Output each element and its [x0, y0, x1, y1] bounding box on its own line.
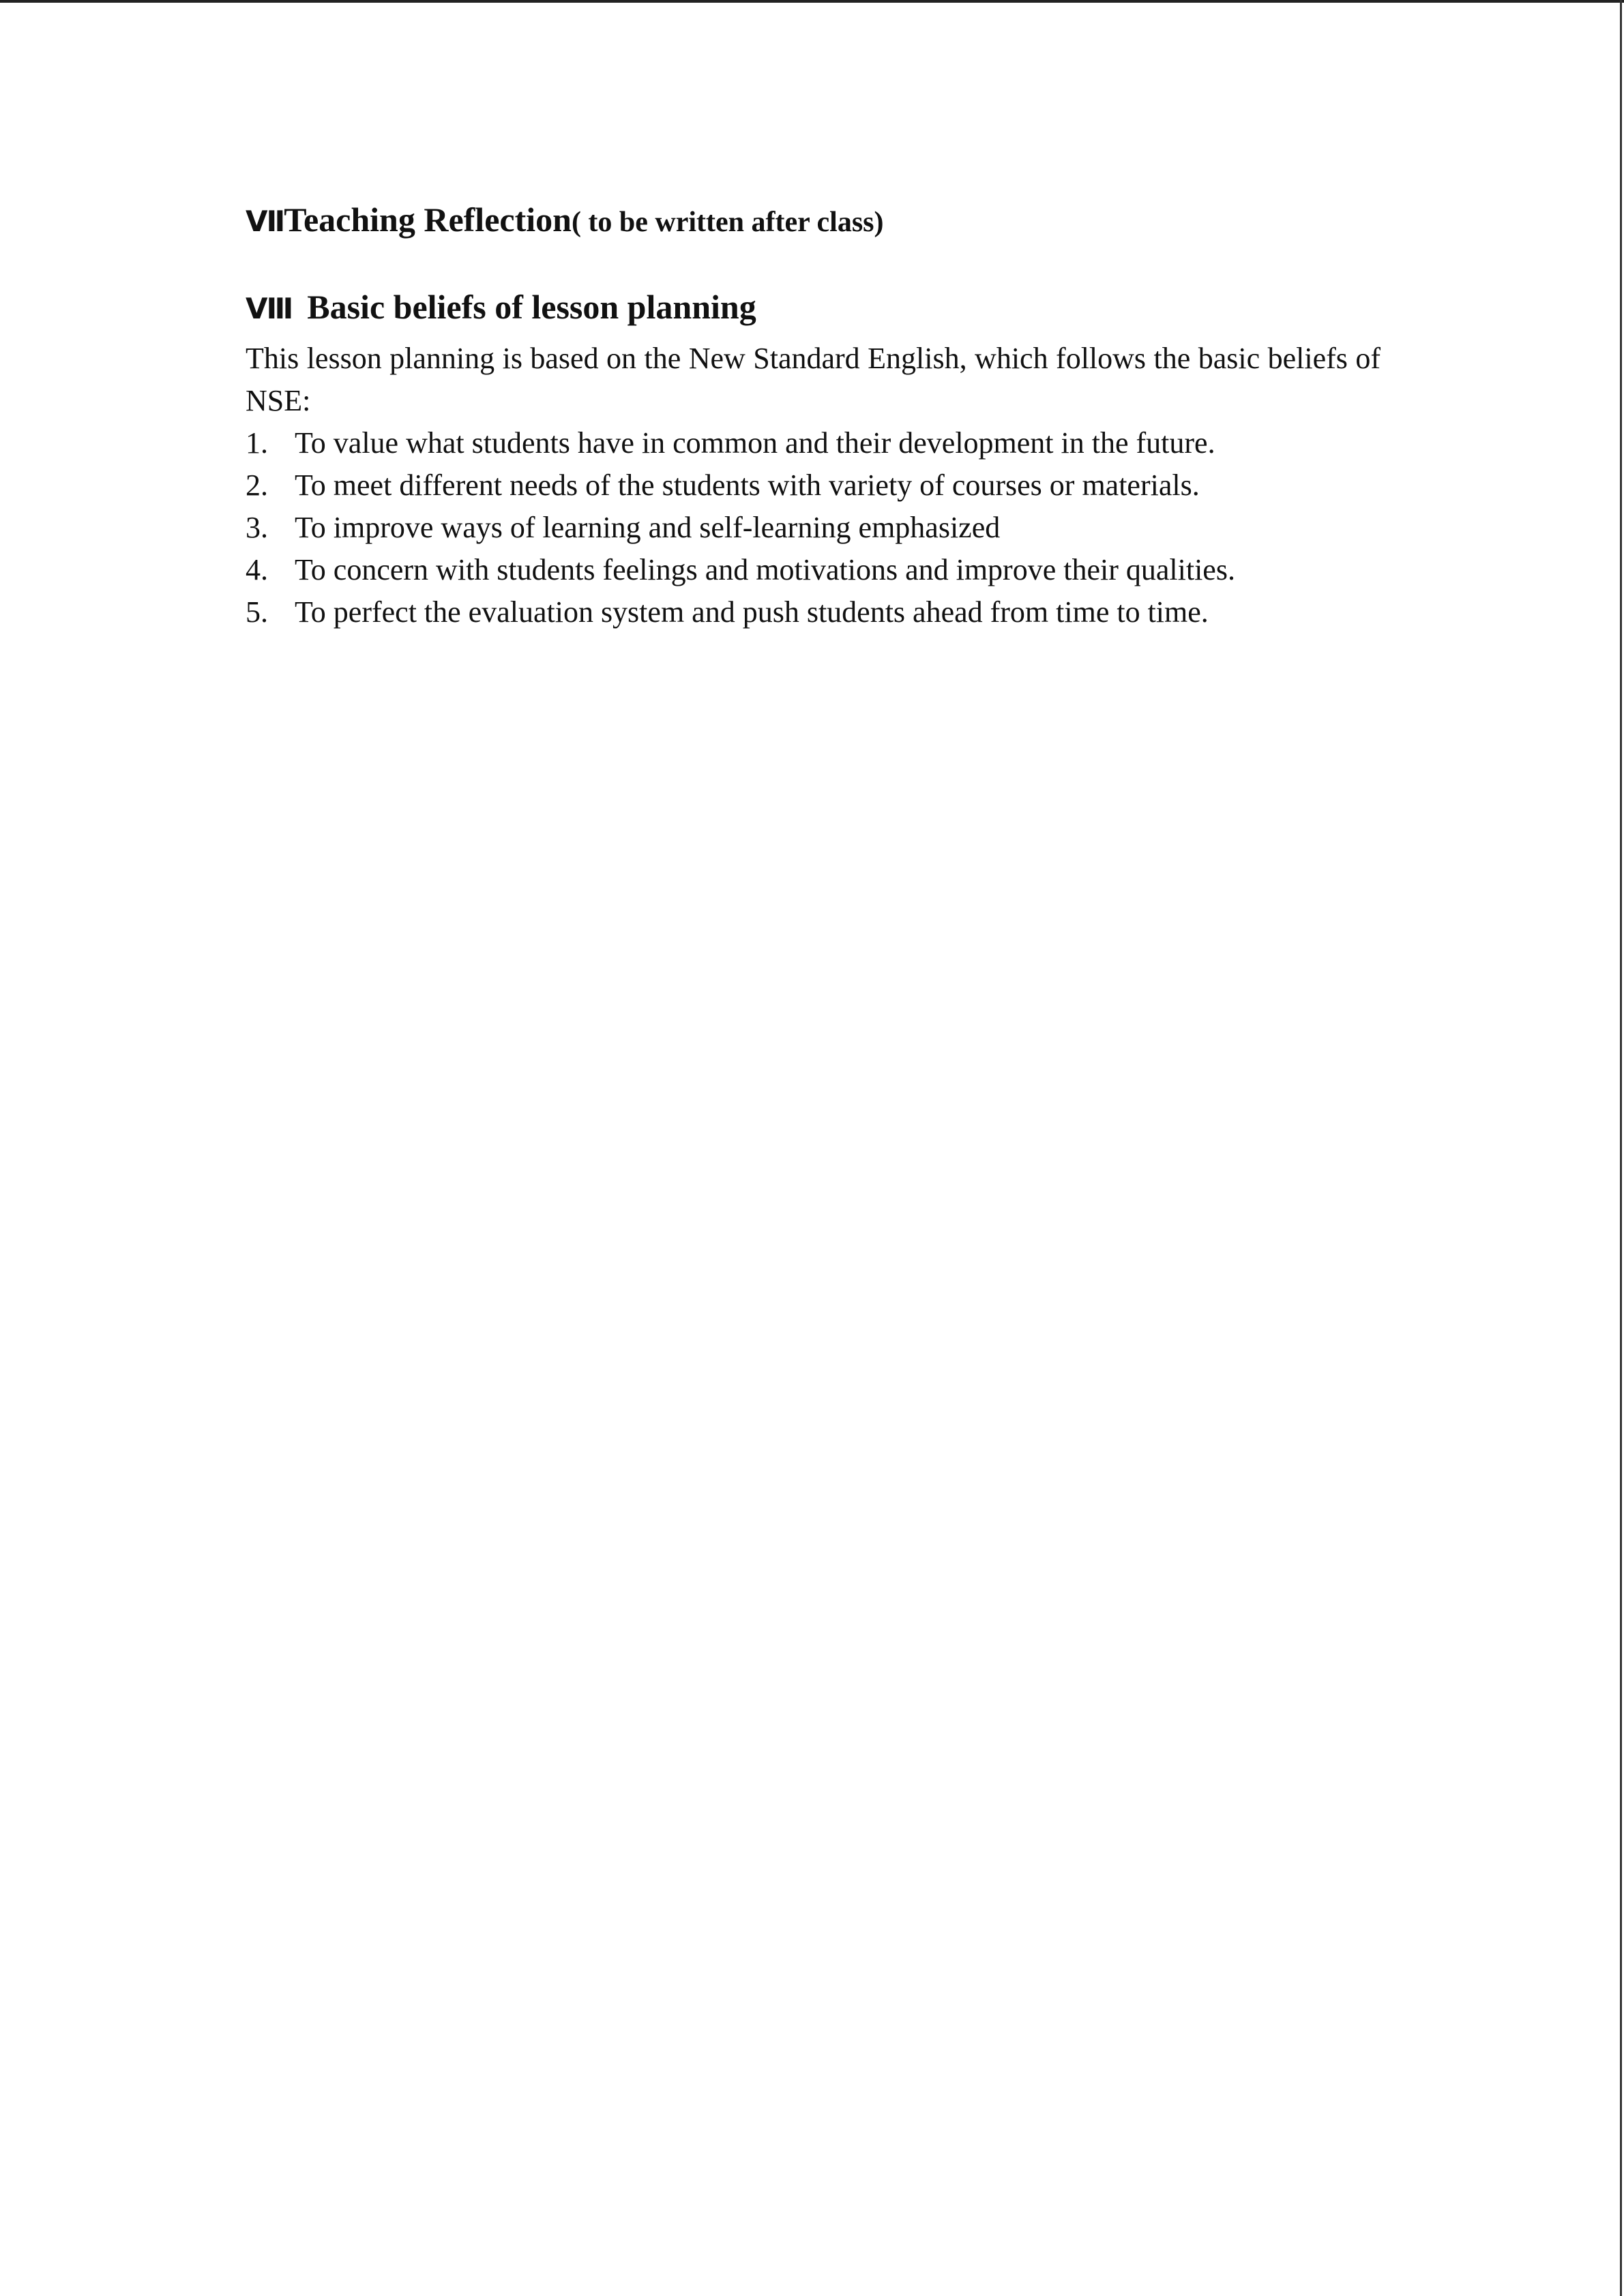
list-item-number: 3. — [246, 511, 268, 544]
document-body — [246, 191, 1381, 633]
list-item — [246, 507, 1381, 549]
section-7-title: Teaching Reflection — [284, 200, 572, 239]
list-item-number: 5. — [246, 595, 268, 629]
list-item-text: To meet different needs of the students with variety of courses or materials. — [295, 468, 1200, 502]
section-7-heading — [246, 191, 1381, 251]
list-item-text: To perfect the evaluation system and push students ahead from time to time. — [295, 595, 1209, 629]
section-8-numeral: Ⅷ — [246, 292, 293, 325]
list-item-text: To improve ways of learning and self-learning emphasized — [295, 511, 1001, 544]
page-top-border — [0, 0, 1624, 3]
list-item-text: To value what students have in common and their development in the future. — [295, 426, 1215, 460]
section-8-title: Basic beliefs of lesson planning — [307, 288, 756, 326]
list-item-text: To concern with students feelings and motivations and improve their qualities. — [295, 553, 1235, 586]
section-8-heading — [246, 278, 1381, 338]
list-item — [246, 549, 1381, 591]
list-item — [246, 464, 1381, 507]
page-right-border — [1620, 0, 1622, 2296]
list-item-number: 1. — [246, 426, 268, 460]
section-7-note: ( to be written after class) — [571, 207, 884, 238]
list-item-number: 4. — [246, 553, 268, 586]
list-item — [246, 591, 1381, 633]
section-8-intro: This lesson planning is based on the New Standard English, which follows the basic beliefs of NSE: — [246, 342, 1381, 417]
list-item — [246, 422, 1381, 464]
list-item-number: 2. — [246, 468, 268, 502]
section-7-numeral: Ⅶ — [246, 205, 284, 238]
beliefs-list — [246, 422, 1381, 633]
